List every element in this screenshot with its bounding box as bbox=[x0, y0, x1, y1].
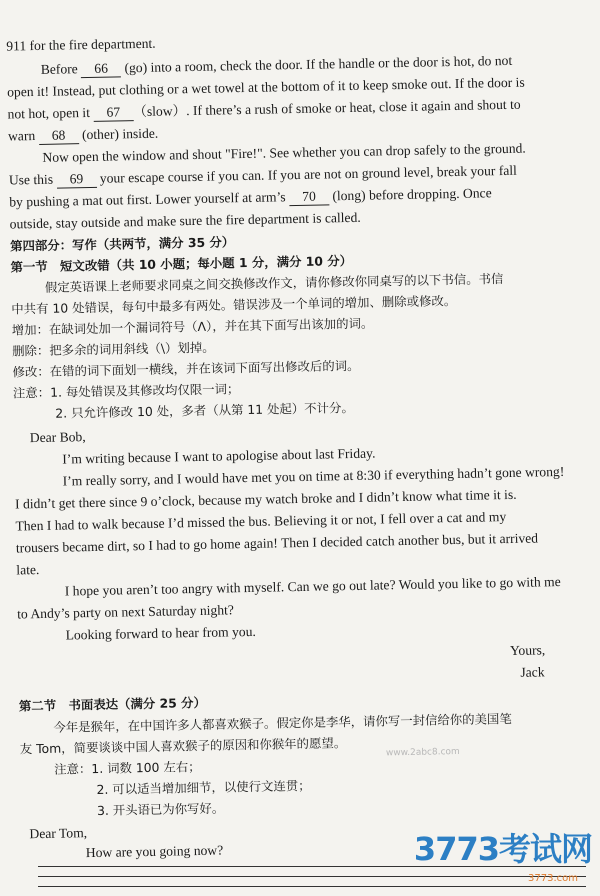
section2-note-3: 3. 开头语已为你写好。 bbox=[96, 800, 225, 818]
letter1-line-8: to Andy’s party on next Saturday night? bbox=[17, 602, 235, 622]
letter1-closing: Yours, bbox=[509, 642, 546, 659]
section1-note-1: 注意：1. 每处错误及其修改均仅限一词； bbox=[12, 381, 240, 401]
letter2-opening: How are you going now? bbox=[85, 842, 224, 861]
cloze-line-1: 911 for the fire department. bbox=[6, 35, 156, 54]
letter1-line-3: I didn’t get there since 9 o’clock, because my watch broke and I didn’t know what time it is. bbox=[14, 486, 517, 512]
section2-note-1: 注意：1. 词数 100 左右； bbox=[54, 758, 201, 777]
section1-add-rule: 增加：在缺词处加一个漏词符号（Λ），并在其下面写出该加的词。 bbox=[11, 315, 374, 338]
site-url: 3773.com bbox=[528, 873, 578, 884]
section2-instr-2: 友 Tom，简要谈谈中国人喜欢猴子的原因和你猴年的愿望。 bbox=[19, 735, 347, 757]
blank-66: 66 bbox=[81, 59, 121, 78]
section1-note-2: 2. 只允许修改 10 处，多者（从第 11 处起）不计分。 bbox=[55, 399, 354, 421]
letter1-line-1: I’m writing because I want to apologise about last Friday. bbox=[62, 445, 376, 467]
part4-title: 第四部分：写作（共两节，满分 35 分） bbox=[9, 234, 235, 254]
cloze-line-5: warn 68 (other) inside. bbox=[7, 125, 159, 144]
blank-70: 70 bbox=[289, 187, 329, 206]
letter1-greeting: Dear Bob, bbox=[29, 429, 86, 446]
cloze-line-3: open it! Instead, put clothing or a wet towel at the bottom of it to keep smoke out. If the door is bbox=[7, 74, 525, 100]
blank-67: 67 bbox=[93, 103, 133, 122]
letter1-line-7: I hope you aren’t too angry with myself. Can we go out late? Would you like to go with me bbox=[64, 574, 561, 599]
letter1-line-4: Then I had to walk because I’d missed the bus. Believing it or not, I fell over a cat and my bbox=[15, 509, 507, 534]
letter1-line-5: trousers became dirt, so I had to go home again! Then I decided catch another bus, but it arrived bbox=[15, 530, 539, 556]
cloze-line-6: Now open the window and shout "Fire!". See whether you can drop safely to the ground. bbox=[42, 140, 526, 165]
letter1-line-2: I’m really sorry, and I would have met you on time at 8:30 if everything hadn’t gone wrong! bbox=[62, 463, 565, 489]
cloze-line-4: not hot, open it 67 （slow）. If there’s a rush of smoke or heat, close it again and shout to bbox=[7, 96, 521, 122]
cloze-line-9: outside, stay outside and make sure the fire department is called. bbox=[9, 209, 361, 232]
site-logo: 3773考试网 bbox=[413, 830, 592, 868]
blank-68: 68 bbox=[38, 126, 78, 145]
section1-instr-2: 中共有 10 处错误，每句中最多有两处。错误涉及一个单词的增加、删除或修改。 bbox=[11, 292, 457, 317]
letter2-greeting: Dear Tom, bbox=[29, 825, 88, 842]
section1-instr-1: 假定英语课上老师要求同桌之间交换修改作文，请你修改你同桌写的以下书信。书信 bbox=[44, 271, 504, 295]
section2-note-2: 2. 可以适当增加细节，以使行文连贯； bbox=[96, 777, 311, 797]
cloze-line-8: by pushing a mat out first. Lower yourself at arm’s 70 (long) before dropping. Once bbox=[9, 185, 492, 210]
writing-line-2 bbox=[38, 876, 586, 877]
cloze-line-2: Before 66 (go) into a room, check the door. If the handle or the door is hot, do not bbox=[40, 52, 513, 77]
section2-instr-1: 今年是猴年，在中国许多人都喜欢猴子。假定你是李华，请你写一封信给你的美国笔 bbox=[53, 710, 512, 735]
writing-line-3 bbox=[38, 886, 586, 887]
blank-69: 69 bbox=[56, 170, 96, 189]
section1-title: 第一节 短文改错（共 10 小题；每小题 1 分，满分 10 分） bbox=[10, 252, 353, 275]
letter1-line-6: late. bbox=[16, 562, 40, 578]
section1-delete-rule: 删除：把多余的词用斜线（\）划掉。 bbox=[11, 339, 215, 359]
cloze-line-7: Use this 69 your escape course if you can. If you are not on ground level, break your fall bbox=[8, 162, 517, 188]
section1-modify-rule: 修改：在错的词下面划一横线，并在该词下面写出修改后的词。 bbox=[12, 357, 360, 380]
letter1-signature: Jack bbox=[520, 664, 545, 680]
section2-title: 第二节 书面表达（满分 25 分） bbox=[18, 694, 207, 714]
letter1-line-9: Looking forward to hear from you. bbox=[65, 623, 256, 643]
watermark-site: www.2abc8.com bbox=[385, 746, 460, 759]
